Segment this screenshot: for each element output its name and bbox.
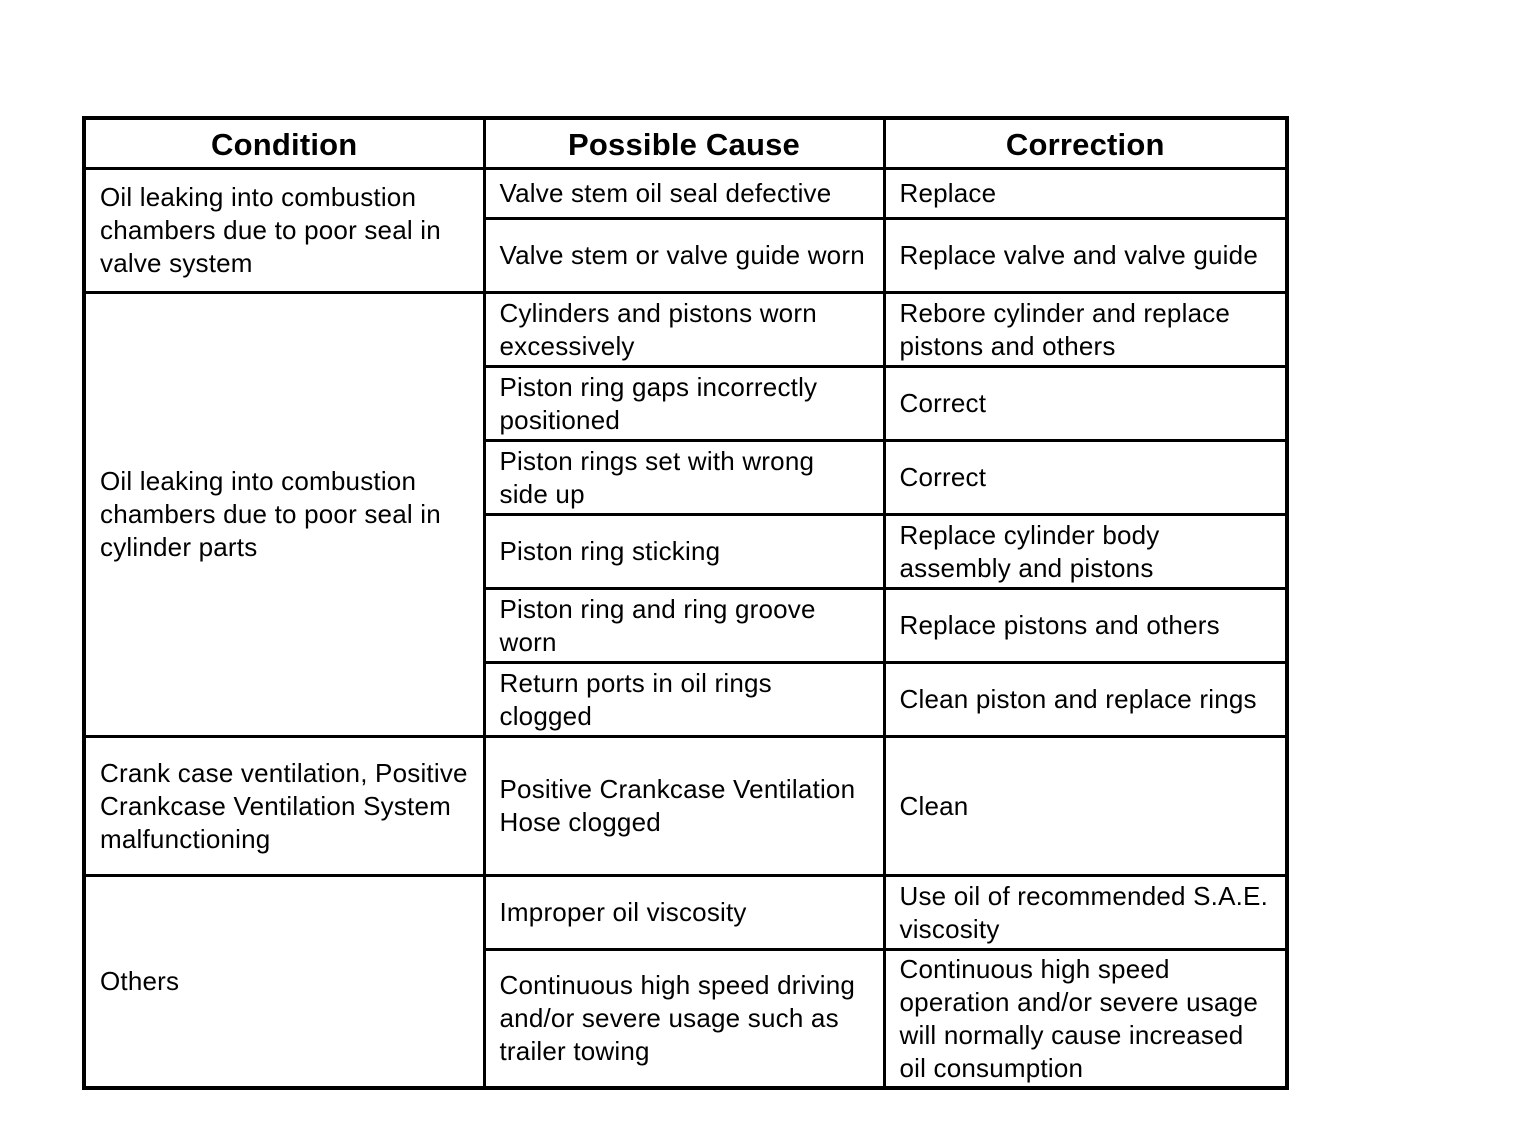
correction-cell: Replace valve and valve guide bbox=[884, 219, 1287, 293]
troubleshooting-table bbox=[82, 116, 1289, 1090]
condition-cell: Oil leaking into combustion chambers due to poor seal in cylinder parts bbox=[84, 293, 484, 737]
cause-cell: Piston rings set with wrong side up bbox=[484, 441, 884, 515]
cause-cell: Piston ring sticking bbox=[484, 515, 884, 589]
correction-cell: Use oil of recommended S.A.E. viscosity bbox=[884, 876, 1287, 950]
correction-cell: Clean piston and replace rings bbox=[884, 663, 1287, 737]
cause-cell: Piston ring gaps incorrectly positioned bbox=[484, 367, 884, 441]
table-row bbox=[84, 876, 1287, 950]
table-row bbox=[84, 169, 1287, 219]
condition-cell: Crank case ventilation, Positive Crankcase Ventilation System malfunctioning bbox=[84, 737, 484, 876]
correction-cell: Replace pistons and others bbox=[884, 589, 1287, 663]
header-row bbox=[84, 118, 1287, 169]
cause-cell: Return ports in oil rings clogged bbox=[484, 663, 884, 737]
header-correction: Correction bbox=[884, 118, 1287, 169]
correction-cell: Continuous high speed operation and/or severe usage will normally cause increased oil consumption bbox=[884, 950, 1287, 1089]
condition-cell: Oil leaking into combustion chambers due to poor seal in valve system bbox=[84, 169, 484, 293]
table-row bbox=[84, 293, 1287, 367]
cause-cell: Piston ring and ring groove worn bbox=[484, 589, 884, 663]
condition-cell: Others bbox=[84, 876, 484, 1089]
cause-cell: Valve stem or valve guide worn bbox=[484, 219, 884, 293]
correction-cell: Rebore cylinder and replace pistons and others bbox=[884, 293, 1287, 367]
header-condition: Condition bbox=[84, 118, 484, 169]
cause-cell: Cylinders and pistons worn excessively bbox=[484, 293, 884, 367]
correction-cell: Replace cylinder body assembly and pistons bbox=[884, 515, 1287, 589]
cause-cell: Valve stem oil seal defective bbox=[484, 169, 884, 219]
cause-cell: Improper oil viscosity bbox=[484, 876, 884, 950]
correction-cell: Correct bbox=[884, 367, 1287, 441]
header-possible-cause: Possible Cause bbox=[484, 118, 884, 169]
table-row bbox=[84, 737, 1287, 876]
correction-cell: Replace bbox=[884, 169, 1287, 219]
correction-cell: Clean bbox=[884, 737, 1287, 876]
cause-cell: Continuous high speed driving and/or severe usage such as trailer towing bbox=[484, 950, 884, 1089]
cause-cell: Positive Crankcase Ventilation Hose clogged bbox=[484, 737, 884, 876]
correction-cell: Correct bbox=[884, 441, 1287, 515]
